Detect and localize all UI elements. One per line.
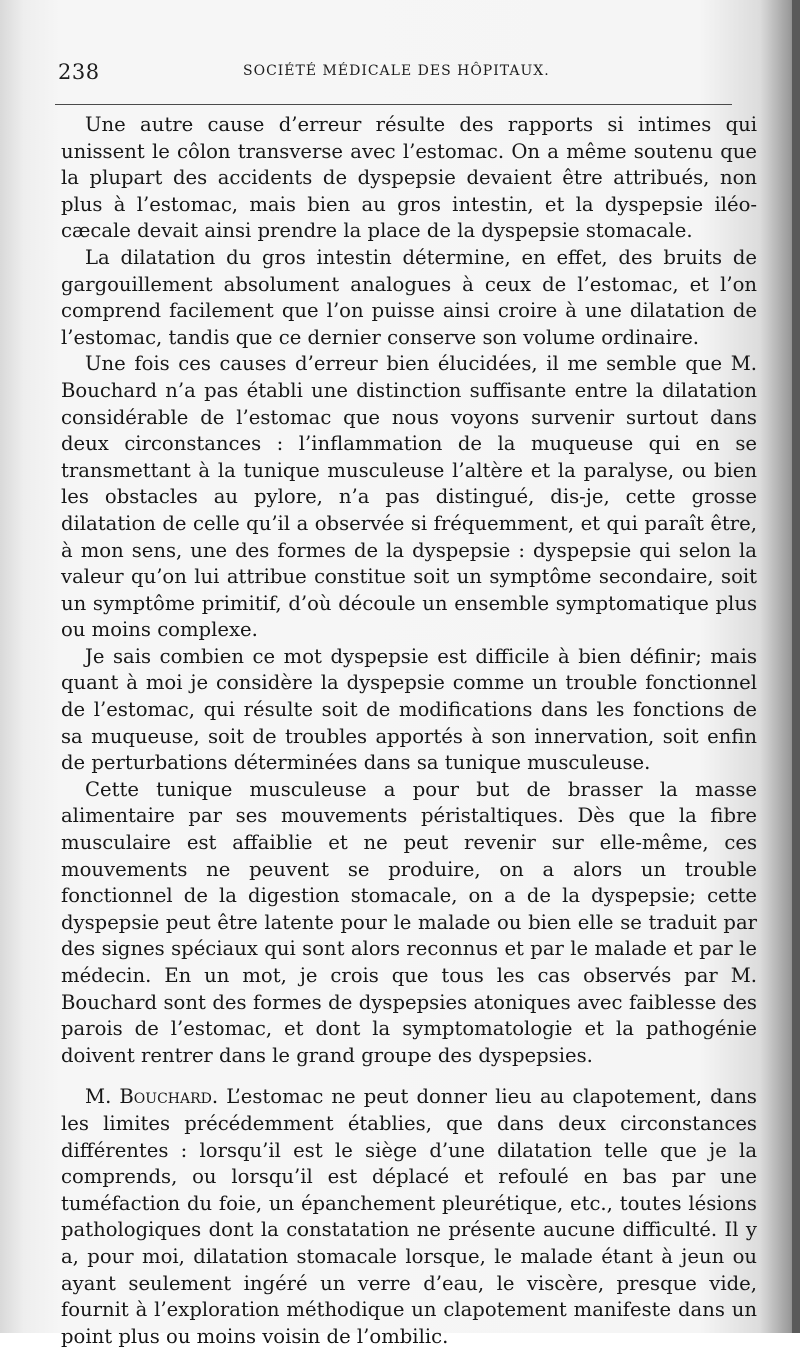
paragraph-4: Je sais combien ce mot dyspepsie est difficile à bien définir; mais quant à moi je considère la dyspepsie comme un trouble fonctionnel de l’estomac, qui résulte soit de modifications dans les fonctions de sa muqueuse, soit de troubles apportés à son innervation, soit enfin de perturbations déterminées dans sa tunique musculeuse.	[61, 644, 757, 775]
speaker-name: M. Bouchard.	[85, 1085, 219, 1109]
page-number: 238	[58, 60, 100, 84]
paragraph-1: Une autre cause d’erreur résulte des rapports si intimes qui unissent le côlon transverse avec l’estomac. On a même soutenu que la plupart des accidents de dyspepsie devaient être attribués, non plus à l’estomac, mais bien au gros intestin, et la dyspepsie iléo-cæcale devait ainsi prendre la place de la dyspepsie stomacale.	[61, 113, 757, 243]
paragraph-3: Une fois ces causes d’erreur bien élucidées, il me semble que M. Bouchard n’a pas établi une distinction suffisante entre la dilatation considérable de l’estomac que nous voyons survenir surtout dans deux circonstances : l’inflammation de la muqueuse qui en se transmettant à la tunique musculeuse l’altère et la paralyse, ou bien les obstacles au pylore, n’a pas distingué, dis-je, cette grosse dilatation de celle qu’il a observée si fréquemment, et qui paraît être, à mon sens, une des formes de la dyspepsie : dyspepsie qui selon la valeur qu’on lui attribue constitue soit un symptôme secondaire, soit un symptôme primitif, d’où découle un ensemble symptomatique plus ou moins complexe.	[61, 352, 757, 642]
page-edge	[792, 0, 800, 1333]
page-body	[61, 112, 757, 1350]
reply-text: L’estomac ne peut donner lieu au clapotement, dans les limites précédemment établies, que dans deux circonstances différentes : lorsqu’il est le siège d’une dilatation telle que je la comprends, ou lorsqu’il est déplacé et refoulé en bas par une tuméfaction du foie, un épanchement pleurétique, etc., toutes lésions pathologiques dont la constatation ne présente aucune difficulté. Il y a, pour moi, dilatation stomacale lorsque, le malade étant à jeun ou ayant seulement ingéré un verre d’eau, le viscère, presque vide, fournit à l’exploration méthodique un clapotement manifeste dans un point plus ou moins voisin de l’ombilic.	[61, 1085, 757, 1348]
header-rule	[55, 104, 732, 105]
reply-paragraph	[61, 1084, 757, 1350]
paragraph-5: Cette tunique musculeuse a pour but de brasser la masse alimentaire par ses mouvements péristaltiques. Dès que la fibre musculaire est affaiblie et ne peut revenir sur elle-même, ces mouvements ne peuvent se produire, on a alors un trouble fonctionnel de la digestion stomacale, on a de la dyspepsie; cette dyspepsie peut être latente pour le malade ou bien elle se traduit par des signes spéciaux qui sont alors reconnus et par le malade et par le médecin. En un mot, je crois que tous les cas observés par M. Bouchard sont des formes de dyspepsies atoniques avec faiblesse des parois de l’estomac, et dont la symptomatologie et la pathogénie doivent rentrer dans le grand groupe des dyspepsies.	[61, 777, 757, 1067]
page-header	[58, 60, 738, 90]
running-head: SOCIÉTÉ MÉDICALE DES HÔPITAUX.	[243, 63, 550, 79]
paragraph-2: La dilatation du gros intestin détermine, en effet, des bruits de gargouillement absolument analogues à ceux de l’estomac, et l’on comprend facilement que l’on puisse ainsi croire à une dilatation de l’estomac, tandis que ce dernier conserve son volume ordinaire.	[61, 245, 757, 349]
